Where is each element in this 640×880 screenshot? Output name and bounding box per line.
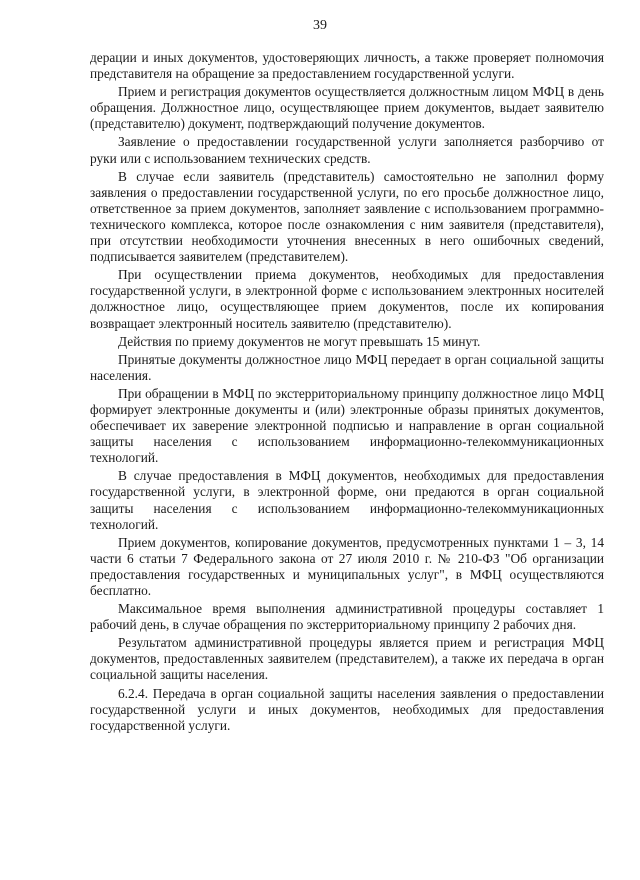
- paragraph-8: При обращении в МФЦ по экстерриториальному принципу должностное лицо МФЦ формирует электронные документы и (или) электронные образы принятых документов, обеспечивает их заверение электронной подписью и направление в орган социальной защиты населения с использованием информационно-телекоммуникационных технологий.: [90, 385, 604, 466]
- paragraph-4: В случае если заявитель (представитель) самостоятельно не заполнил форму заявления о предоставлении государственной услуги, по его просьбе должностное лицо, ответственное за прием документов, заполняет заявление с использованием программно-технического комплекса, которое после ознакомления с ним заявителя (представителя), при отсутствии необходимости уточнения внесенных в него ошибочных сведений, подписывается заявителем (представителем).: [90, 168, 604, 265]
- paragraph-2: Прием и регистрация документов осуществляется должностным лицом МФЦ в день обращения. Должностное лицо, осуществляющее прием документов, выдает заявителю (представителю) документ, подтверждающий получение документов.: [90, 84, 604, 132]
- paragraph-13: 6.2.4. Передача в орган социальной защиты населения заявления о предоставлении государственной услуги и иных документов, необходимых для предоставления государственной услуги.: [90, 685, 604, 733]
- paragraph-3: Заявление о предоставлении государственной услуги заполняется разборчиво от руки или с использованием технических средств.: [90, 134, 604, 166]
- paragraph-6: Действия по приему документов не могут превышать 15 минут.: [118, 333, 481, 349]
- paragraph-9: В случае предоставления в МФЦ документов, необходимых для предоставления государственной услуги, в электронной форме, они предаются в орган социальной защиты населения с использованием информационно-телекоммуникационных технологий.: [90, 468, 604, 532]
- paragraph-7: Принятые документы должностное лицо МФЦ передает в орган социальной защиты населения.: [90, 351, 604, 383]
- paragraph-12: Результатом административной процедуры является прием и регистрация МФЦ документов, предоставленных заявителем (представителем), а также их передача в орган социальной защиты населения.: [90, 635, 604, 683]
- paragraph-11: Максимальное время выполнения административной процедуры составляет 1 рабочий день, в случае обращения по экстерриториальному принципу 2 рабочих дня.: [90, 601, 604, 633]
- document-body: [90, 50, 604, 736]
- paragraph-10: Прием документов, копирование документов, предусмотренных пунктами 1 – 3, 14 части 6 статьи 7 Федерального закона от 27 июля 2010 г. № 210-ФЗ "Об организации предоставления государственных и муниципальных услуг", в МФЦ осуществляются бесплатно.: [90, 534, 604, 598]
- paragraph-1: дерации и иных документов, удостоверяющих личность, а также проверяет полномочия представителя на обращение за предоставлением государственной услуги.: [90, 50, 604, 82]
- paragraph-5: При осуществлении приема документов, необходимых для предоставления государственной услуги, в электронной форме с использованием электронных носителей должностное лицо, осуществляющее прием документов, после их копирования возвращает электронный носитель заявителю (представителю).: [90, 267, 604, 331]
- page-number: 39: [313, 18, 327, 33]
